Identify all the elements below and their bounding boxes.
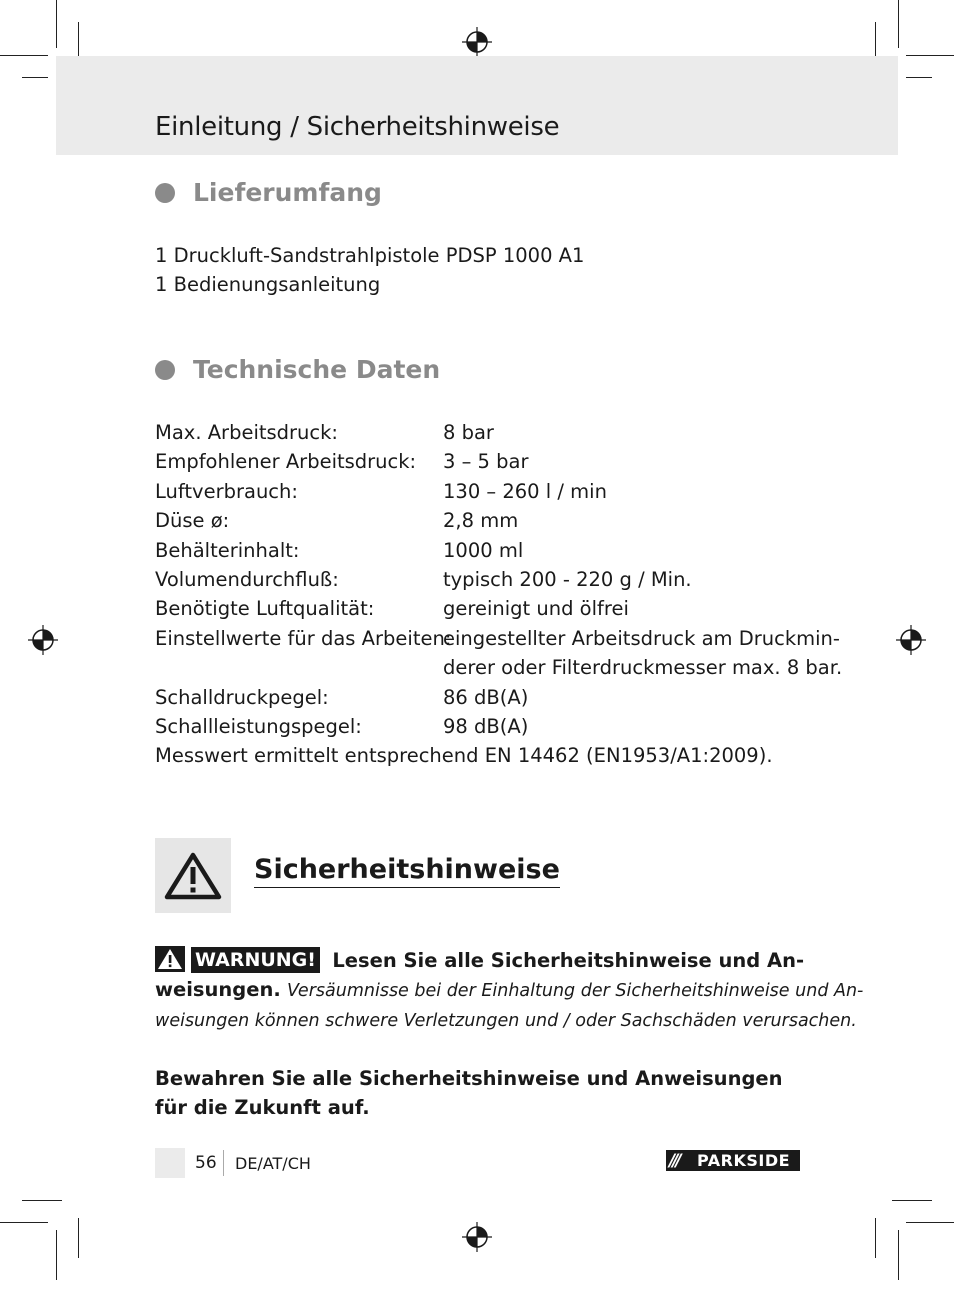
- spec-value: 8 bar: [443, 421, 494, 444]
- spec-label: [155, 653, 443, 682]
- spec-row: [155, 594, 835, 623]
- crop-mark: [898, 0, 899, 48]
- registration-mark-icon: [462, 1222, 492, 1252]
- spec-note: Messwert ermittelt entsprechend EN 14462 (EN1953/A1:2009).: [155, 744, 773, 768]
- spec-row: [155, 624, 840, 653]
- spec-value: 130 – 260 l / min: [443, 479, 607, 503]
- spec-row: [155, 418, 835, 447]
- spec-value: gereinigt und ölfrei: [443, 597, 629, 621]
- footer-marker: [155, 1148, 185, 1178]
- spec-value: eingestellter Arbeitsdruck am Druckmin-: [443, 626, 840, 650]
- spec-value: 3 – 5 bar: [443, 450, 529, 474]
- bullet-icon: [155, 183, 175, 203]
- spec-row: [155, 536, 835, 565]
- spec-row: [155, 565, 835, 594]
- spec-label: Empfohlener Arbeitsdruck:: [155, 450, 417, 474]
- spec-row: [155, 477, 835, 506]
- brand-name: PARKSIDE: [697, 1151, 791, 1170]
- spec-value: 1000 ml: [443, 538, 524, 562]
- crop-mark: [0, 1222, 48, 1223]
- spec-label: Benötigte Luftqualität:: [155, 597, 375, 621]
- footer-locale: DE/AT/CH: [235, 1154, 311, 1173]
- crop-mark: [906, 55, 954, 56]
- warning-bold-text: weisungen.: [155, 978, 281, 1002]
- crop-mark: [56, 1230, 57, 1280]
- spec-row: [155, 683, 835, 712]
- spec-row: [155, 653, 843, 682]
- spec-row: [155, 712, 835, 741]
- crop-mark: [22, 1200, 62, 1201]
- warning-italic-text: weisungen können schwere Verletzungen und / oder Sachschäden verursachen.: [155, 1010, 857, 1031]
- list-item: 1 Bedienungsanleitung: [155, 273, 381, 296]
- spec-value: 86 dB(A): [443, 685, 529, 709]
- registration-mark-icon: [28, 625, 58, 655]
- spec-label: Behälterinhalt:: [155, 538, 300, 562]
- section-heading-lieferumfang: [155, 178, 382, 207]
- page-title: Einleitung / Sicherheitshinweise: [155, 112, 560, 142]
- spec-value: 98 dB(A): [443, 715, 529, 739]
- spec-value: typisch 200 - 220 g / Min.: [443, 568, 692, 592]
- heading-text: Lieferumfang: [193, 178, 382, 207]
- spec-label: Schalldruckpegel:: [155, 685, 329, 709]
- spec-label: Düse ø:: [155, 509, 230, 533]
- warning-paragraph: [155, 946, 864, 1036]
- spec-label: Luftverbrauch:: [155, 479, 298, 503]
- spec-label: Max. Arbeitsdruck:: [155, 421, 339, 444]
- footer-divider: [223, 1150, 224, 1176]
- keep-line: für die Zukunft auf.: [155, 1096, 370, 1120]
- registration-mark-icon: [896, 625, 926, 655]
- crop-mark: [906, 77, 932, 78]
- bullet-icon: [155, 360, 175, 380]
- heading-text: Technische Daten: [193, 355, 441, 384]
- spec-value: 2,8 mm: [443, 509, 519, 533]
- spec-row: [155, 506, 835, 535]
- brand-logo: [666, 1150, 800, 1171]
- spec-label: Einstellwerte für das Arbeiten:: [155, 626, 452, 650]
- warning-triangle-icon: [155, 838, 231, 913]
- warning-bold-text: Lesen Sie alle Sicherheitshinweise und An-: [332, 949, 805, 972]
- crop-mark: [906, 1222, 954, 1223]
- spec-row: [155, 447, 835, 476]
- crop-mark: [56, 0, 57, 48]
- crop-mark: [78, 1218, 79, 1258]
- registration-mark-icon: [462, 27, 492, 57]
- brand-slashes-icon: ///: [669, 1150, 679, 1171]
- spec-label: Schallleistungspegel:: [155, 715, 362, 739]
- spec-value: derer oder Filterdruckmesser max. 8 bar.: [443, 656, 843, 680]
- warning-triangle-icon: [155, 946, 185, 972]
- warning-italic-text: Versäumnisse bei der Einhaltung der Sicherheitshinweise und An-: [286, 981, 864, 1002]
- crop-mark: [22, 77, 48, 78]
- keep-instructions: [155, 1064, 815, 1123]
- section-heading-technische-daten: [155, 355, 440, 384]
- warning-line: [155, 946, 805, 975]
- keep-line: Bewahren Sie alle Sicherheitshinweise und Anweisungen: [155, 1067, 783, 1090]
- crop-mark: [875, 1218, 876, 1258]
- warning-line: [155, 975, 864, 1006]
- crop-mark: [0, 55, 48, 56]
- spec-table: [155, 418, 843, 771]
- spec-label: Volumendurchfluß:: [155, 568, 339, 592]
- page-number: 56: [195, 1153, 217, 1173]
- section-heading-sicherheitshinweise: Sicherheitshinweise: [254, 854, 560, 888]
- crop-mark: [892, 1200, 932, 1201]
- warning-badge: WARNUNG!: [191, 947, 320, 973]
- list-item: 1 Druckluft-Sandstrahlpistole PDSP 1000 A1: [155, 244, 585, 267]
- crop-mark: [898, 1230, 899, 1280]
